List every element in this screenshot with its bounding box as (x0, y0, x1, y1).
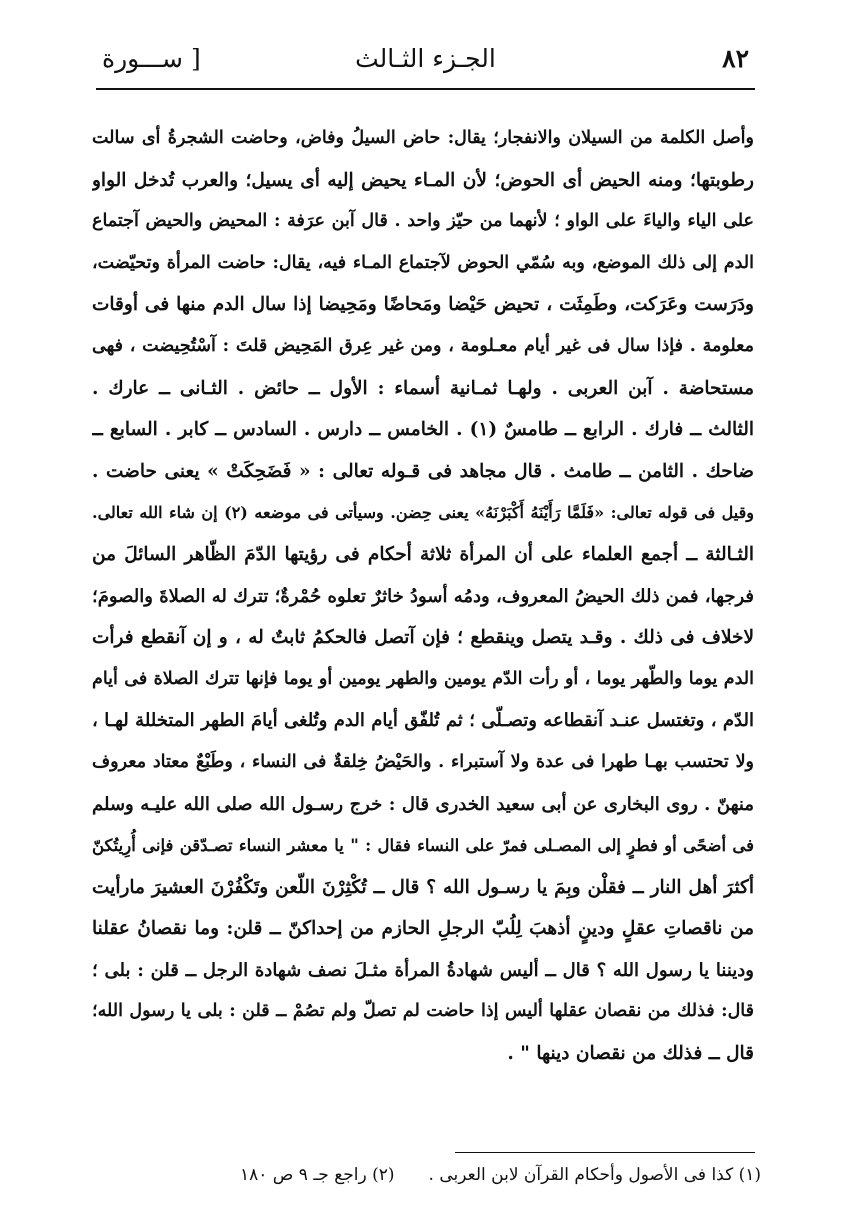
text-line: الثـالثة ــ أجمع العلماء على أن المرأة ثلاثة أحكام فى رؤيتها الدّمَ الظّاهر السائلَ من (92, 543, 754, 565)
text-line: فرجها، فمن ذلك الحيضُ المعروف، ودمُه أسودُ خاثرٌ تعلوه حُمْرةٌ؛ تترك له الصلاةَ والصومَ؛ (92, 585, 754, 607)
text-line: وقيل فى قوله تعالى: «فَلَمَّا رَأَيْنَهُ أَكْبَرْنَهُ» يعنى حِضن. وسيأتى فى موضعه (٢) إن شاء الله تعالى. (92, 503, 754, 523)
text-line: وأصل الكلمة من السيلان والانفجار؛ يقال: حاض السيلُ وفاض، وحاضت الشجرةُ أى سالت (92, 128, 754, 148)
text-line: من ناقصاتِ عقلٍ ودينٍ أذهبَ لِلُبّ الرجلِ الحازم من إحداكنّ ــ قلن: وما نقصانُ عقلنا (92, 918, 754, 940)
footnote-1: (١) كذا فى الأصول وأحكام القرآن لابن العربى . (428, 1165, 761, 1185)
header-rule (96, 88, 755, 90)
text-line: قال: فذلك من نقصان عقلها أليس إذا حاضت لم تصلّ ولم تصُمْ ــ قلن : بلى يا رسول الله؛ (92, 1001, 754, 1022)
text-line: ضاحك . الثامن ــ طامث . قال مجاهد فى قـوله تعالى : « فَضَحِكَتْ » يعنى حاضت . (92, 460, 754, 482)
text-line: على الياء والياءَ على الواو ؛ لأنهما من حيّز واحد . قال آبن عرَفة : المحيض والحيض آجتماع (92, 211, 754, 232)
surah-label: ســـورة ] (102, 44, 201, 73)
running-title: الجـزء الثـالث (355, 44, 496, 73)
text-line: الدم يوما والطّهر يوما ، أو رأت الدّم يومين والطهر يومين أو يوما فإنها تترك الصلاة فى أيام (92, 668, 754, 689)
footnote-rule (455, 1152, 755, 1153)
body-text (92, 118, 754, 1075)
text-line: رطوبتها؛ ومنه الحيض أى الحوض؛ لأن المـاء يحيض إليه أى يسيل؛ والعرب تُدخل الواو (92, 169, 754, 191)
text-line: أكثرَ أهل النار ــ فقلْن وبِمَ يا رسـول الله ؟ قال ــ تُكْثِرْنَ اللّعن وتَكْفُرْنَ العشيرَ مارأيت (92, 876, 754, 898)
text-line: لاخلاف فى ذلك . وقـد يتصل وينقطع ؛ فإن آتصل فالحكمُ ثابتٌ له ، و إن آنقطع فرأت (92, 627, 754, 649)
text-line: قال ــ فذلك من نقصان دينها " . (507, 1043, 754, 1065)
text-line: ودَرَست وعَرَكت، وطَمِثَت ، تحيض حَيْضا ومَحاضًا ومَحِيضا إذا سال الدم منها فى أوقات (92, 294, 754, 316)
page-header (96, 38, 755, 84)
text-line: ولا تحتسب بهـا طهرا فى عدة ولا آستبراء . والحَيْضُ خِلقةٌ فى النساء ، وطَبْعٌ معتاد معروف (92, 751, 754, 772)
text-line: الثالث ــ فارك . الرابع ــ طامسٌ (١) . الخامس ــ دارس . السادس ــ كابر . السابع ــ (92, 419, 754, 441)
page-number: ٨٢ (722, 44, 749, 73)
text-line: فى أضحًى أو فطرٍ إلى المصـلى فمرّ على النساء فقال : " يا معشر النساء تصـدّقن فإنى أُرِيتُكنّ (92, 836, 754, 856)
footnotes (240, 1158, 761, 1192)
text-line: الدّم ، وتغتسل عنـد آنقطاعه وتصـلّى ؛ ثم تُلفّق أيام الدم وتُلغى أيامَ الطهر المتخللة لهـا ، (92, 710, 754, 732)
text-line: الدم إلى ذلك الموضع، وبه سُمّي الحوض لآجتماع المـاء فيه، يقال: حاضت المرأة وتحيّضت، (92, 252, 754, 273)
text-line: مستحاضة . آبن العربى . ولهـا ثمـانية أسماء : الأول ــ حائض . الثـانى ــ عارك . (92, 377, 754, 399)
footnote-2: (٢) راجع جـ ٩ ص ١٨٠ (240, 1165, 395, 1185)
text-line: معلومة . فإذا سال فى غير أيام معـلومة ، ومن غير عِرق المَحِيض قلتَ : آسْتُحِيضت ، فهى (92, 335, 754, 356)
text-line: منهنّ . روى البخارى عن أبى سعيد الخدرى قال : خرج رسـول الله صلى الله عليـه وسلم (92, 793, 754, 815)
text-line: وديننا يا رسول الله ؟ قال ــ أليس شهادةُ المرأة مثـلَ نصف شهادة الرجل ــ قلن : بلى ؛ (92, 959, 754, 981)
